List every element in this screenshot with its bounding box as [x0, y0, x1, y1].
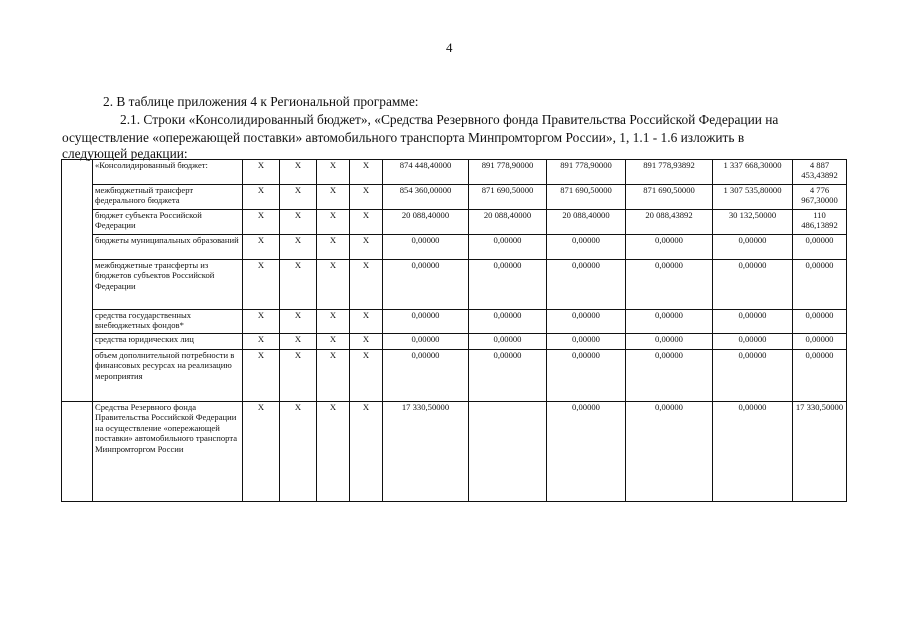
table-cell: X	[317, 185, 350, 210]
table-cell: 1 307 535,80000	[713, 185, 793, 210]
table-row	[62, 350, 847, 402]
table-cell: 854 360,00000	[383, 185, 469, 210]
table-cell: 0,00000	[383, 235, 469, 260]
table-cell: X	[350, 235, 383, 260]
table-cell: X	[350, 334, 383, 350]
table-cell: 0,00000	[793, 235, 847, 260]
table-cell: X	[243, 235, 280, 260]
table-cell: 0,00000	[713, 235, 793, 260]
page-number: 4	[446, 40, 453, 55]
table-row	[62, 310, 847, 334]
table-cell: X	[317, 402, 350, 502]
table-cell: 0,00000	[547, 310, 626, 334]
table-cell: X	[280, 185, 317, 210]
table-cell: 4 776 967,30000	[793, 185, 847, 210]
table-cell: X	[280, 160, 317, 185]
table-cell: 874 448,40000	[383, 160, 469, 185]
table-cell: X	[280, 210, 317, 235]
table-cell: 871 690,50000	[547, 185, 626, 210]
table-cell: X	[280, 235, 317, 260]
table-cell: 0,00000	[626, 350, 713, 402]
table-cell: 871 690,50000	[469, 185, 547, 210]
table-cell: 0,00000	[793, 260, 847, 310]
table-row	[62, 185, 847, 210]
table-cell: 0,00000	[713, 310, 793, 334]
table-row	[62, 210, 847, 235]
table-cell: X	[350, 210, 383, 235]
table-cell: 0,00000	[626, 402, 713, 502]
table-cell: 0,00000	[383, 310, 469, 334]
table-cell	[62, 160, 93, 402]
table-cell: 0,00000	[547, 402, 626, 502]
table-cell: X	[280, 260, 317, 310]
table-cell: 0,00000	[383, 350, 469, 402]
table-cell: 0,00000	[626, 310, 713, 334]
table-cell: 0,00000	[793, 350, 847, 402]
row-label: бюджеты муниципальных образований	[93, 235, 243, 260]
table-cell: 17 330,50000	[793, 402, 847, 502]
table-cell: 0,00000	[469, 260, 547, 310]
table-cell: 20 088,40000	[469, 210, 547, 235]
table-cell: 4 887 453,43892	[793, 160, 847, 185]
table-cell: 0,00000	[713, 260, 793, 310]
budget-table	[61, 159, 847, 502]
row-label: межбюджетные трансферты из бюджетов субъектов Российской Федерации	[93, 260, 243, 310]
table-cell: 0,00000	[713, 350, 793, 402]
table-cell: X	[350, 402, 383, 502]
row-label: средства государственных внебюджетных фондов*	[93, 310, 243, 334]
table-cell: X	[350, 185, 383, 210]
table-cell: 0,00000	[383, 260, 469, 310]
table-cell: X	[243, 160, 280, 185]
row-label: «Консолидированный бюджет:	[93, 160, 243, 185]
paragraph-item-2: 2. В таблице приложения 4 к Региональной программе:	[103, 94, 419, 109]
table-cell: X	[243, 210, 280, 235]
table-cell: 17 330,50000	[383, 402, 469, 502]
row-label: средства юридических лиц	[93, 334, 243, 350]
paragraph-item-2-1: 2.1. Строки «Консолидированный бюджет», «Средства Резервного фонда Правительства Российской Федерации на	[120, 112, 779, 127]
table-cell: 0,00000	[469, 235, 547, 260]
table-cell: 0,00000	[383, 334, 469, 350]
table-cell: X	[243, 310, 280, 334]
table-cell: X	[350, 310, 383, 334]
paragraph-item-2-1-cont: осуществление «опережающей поставки» автомобильного транспорта Минпромторгом России», 1, 1.1 - 1.6 изложить в	[62, 130, 745, 145]
table-cell: 871 690,50000	[626, 185, 713, 210]
table-cell: 20 088,40000	[383, 210, 469, 235]
table-cell: X	[350, 260, 383, 310]
table-cell: 0,00000	[547, 334, 626, 350]
table-cell: 0,00000	[626, 334, 713, 350]
table-cell: X	[350, 160, 383, 185]
table-cell: 0,00000	[626, 260, 713, 310]
table-cell: 0,00000	[469, 334, 547, 350]
table-cell: X	[243, 185, 280, 210]
row-label: объем дополнительной потребности в финансовых ресурсах на реализацию мероприятия	[93, 350, 243, 402]
table-cell: X	[317, 160, 350, 185]
table-cell: X	[280, 334, 317, 350]
table-cell: 0,00000	[626, 235, 713, 260]
table-cell: X	[317, 260, 350, 310]
table-cell: 0,00000	[547, 260, 626, 310]
table-cell: 0,00000	[469, 310, 547, 334]
table-cell: 0,00000	[547, 235, 626, 260]
table-row	[62, 334, 847, 350]
table-cell: X	[280, 310, 317, 334]
table-cell: 891 778,90000	[469, 160, 547, 185]
paragraph-item-2-1-end: следующей редакции:	[62, 146, 188, 161]
table-cell: 1 337 668,30000	[713, 160, 793, 185]
table-cell: X	[350, 350, 383, 402]
table-cell: X	[317, 350, 350, 402]
table-cell: 20 088,43892	[626, 210, 713, 235]
table-row	[62, 260, 847, 310]
table-row	[62, 160, 847, 185]
table-cell: 891 778,90000	[547, 160, 626, 185]
table-row	[62, 235, 847, 260]
table-cell: 0,00000	[713, 402, 793, 502]
table-cell: X	[317, 334, 350, 350]
table-cell: X	[243, 402, 280, 502]
table-cell: X	[243, 260, 280, 310]
row-label: межбюджетный трансферт федерального бюджета	[93, 185, 243, 210]
table-cell	[469, 402, 547, 502]
table-cell: X	[243, 334, 280, 350]
table-cell: 30 132,50000	[713, 210, 793, 235]
row-label: бюджет субъекта Российской Федерации	[93, 210, 243, 235]
table-cell: X	[280, 350, 317, 402]
table-cell: X	[317, 210, 350, 235]
table-cell: 891 778,93892	[626, 160, 713, 185]
table-cell	[62, 402, 93, 502]
table-row	[62, 402, 847, 502]
table-cell: 0,00000	[469, 350, 547, 402]
table-cell: 110 486,13892	[793, 210, 847, 235]
table-cell: X	[280, 402, 317, 502]
table-cell: 0,00000	[793, 310, 847, 334]
table-cell: 0,00000	[547, 350, 626, 402]
table-cell: 0,00000	[713, 334, 793, 350]
row-label: Средства Резервного фонда Правительства Российской Федерации на осуществление «опережающей поставки» автомобильного транспорта Минпромторгом России	[93, 402, 243, 502]
table-cell: X	[317, 235, 350, 260]
table-cell: X	[317, 310, 350, 334]
table-cell: 20 088,40000	[547, 210, 626, 235]
table-cell: 0,00000	[793, 334, 847, 350]
table-cell: X	[243, 350, 280, 402]
